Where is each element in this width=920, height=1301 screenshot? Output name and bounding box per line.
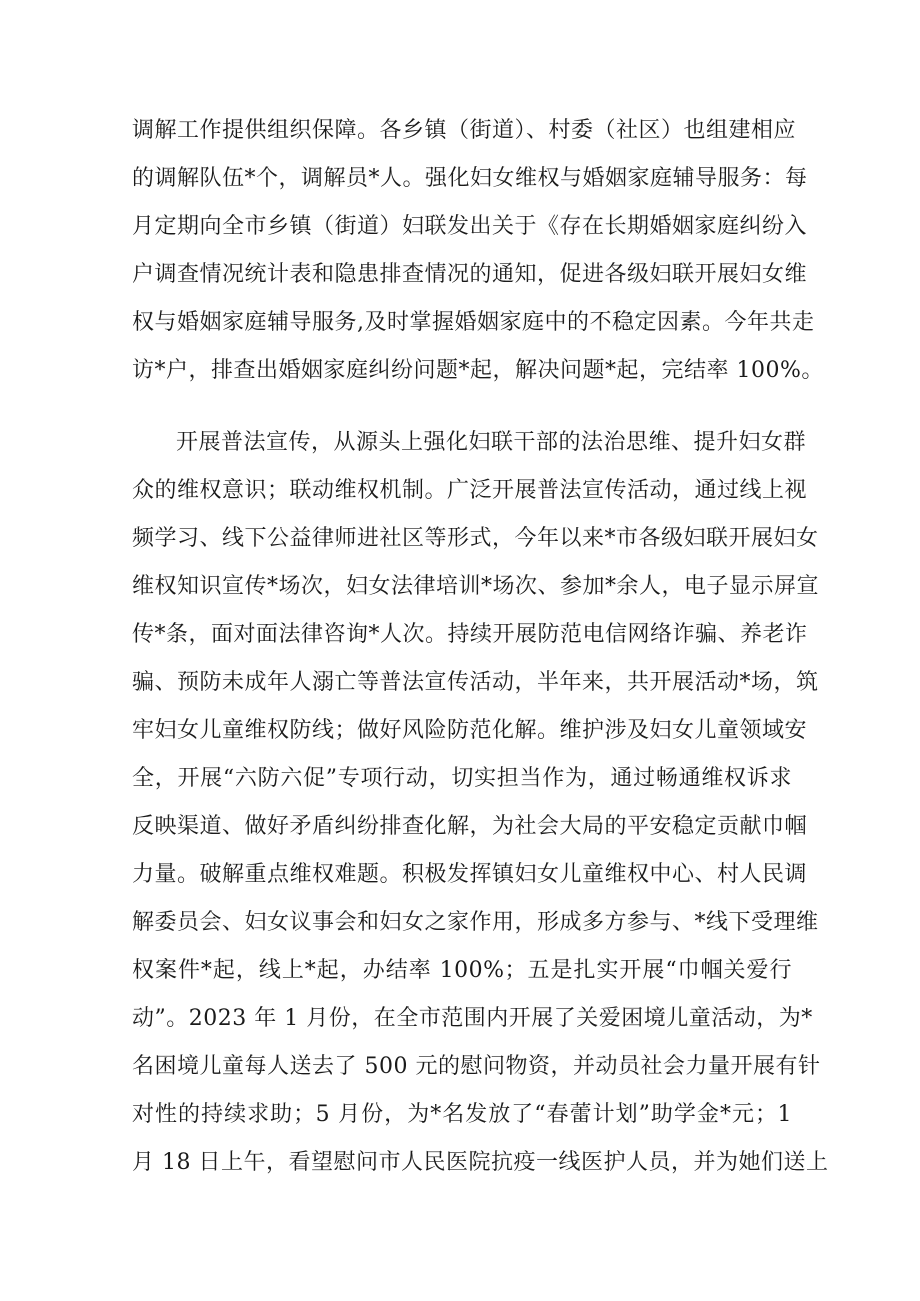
text-line: 传*条，面对面法律咨询*人次。持续开展防范电信网络诈骗、养老诈 [132, 622, 808, 647]
text-line: 众的维权意识；联动维权机制。广泛开展普法宣传活动，通过线上视 [132, 478, 808, 503]
text-line: 权案件*起，线上*起，办结率 100%；五是扎实开展“巾帼关爱行 [132, 958, 792, 983]
text-line: 对性的持续求助；5 月份，为*名发放了“春蕾计划”助学金*元；1 [132, 1102, 792, 1127]
text-line: 开展普法宣传，从源头上强化妇联干部的法治思维、提升妇女群 [176, 430, 807, 455]
text-line: 力量。破解重点维权难题。积极发挥镇妇女儿童维权中心、村人民调 [132, 862, 808, 887]
text-line: 户调查情况统计表和隐患排查情况的通知，促进各级妇联开展妇女维 [132, 262, 808, 287]
text-line: 动”。2023 年 1 月份，在全市范围内开展了关爱困境儿童活动，为* [132, 1006, 813, 1031]
text-line: 全，开展“六防六促”专项行动，切实担当作为，通过畅通维权诉求 [132, 766, 792, 791]
text-line: 的调解队伍*个，调解员*人。强化妇女维权与婚姻家庭辅导服务：每 [132, 166, 808, 191]
text-line: 名困境儿童每人送去了 500 元的慰问物资，并动员社会力量开展有针 [132, 1054, 821, 1079]
text-line: 调解工作提供组织保障。各乡镇（街道）、村委（社区）也组建相应 [132, 118, 797, 143]
text-line: 反映渠道、做好矛盾纠纷排查化解，为社会大局的平安稳定贡献巾帼 [132, 814, 808, 839]
text-line: 解委员会、妇女议事会和妇女之家作用，形成多方参与、*线下受理维 [132, 910, 819, 935]
text-line: 骗、预防未成年人溺亡等普法宣传活动，半年来，共开展活动*场，筑 [132, 670, 819, 695]
text-line: 维权知识宣传*场次，妇女法律培训*场次、参加*余人，电子显示屏宣 [132, 574, 820, 599]
text-line: 月 18 日上午，看望慰问市人民医院抗疫一线医护人员，并为她们送上 [132, 1150, 829, 1175]
text-line: 访*户，排查出婚姻家庭纠纷问题*起，解决问题*起，完结率 100%。 [132, 358, 824, 383]
text-line: 权与婚姻家庭辅导服务,及时掌握婚姻家庭中的不稳定因素。今年共走 [132, 310, 815, 335]
text-line: 月定期向全市乡镇（街道）妇联发出关于《存在长期婚姻家庭纠纷入 [132, 214, 808, 239]
text-line: 牢妇女儿童维权防线；做好风险防范化解。维护涉及妇女儿童领域安 [132, 718, 808, 743]
text-line: 频学习、线下公益律师进社区等形式，今年以来*市各级妇联开展妇女 [132, 526, 819, 551]
